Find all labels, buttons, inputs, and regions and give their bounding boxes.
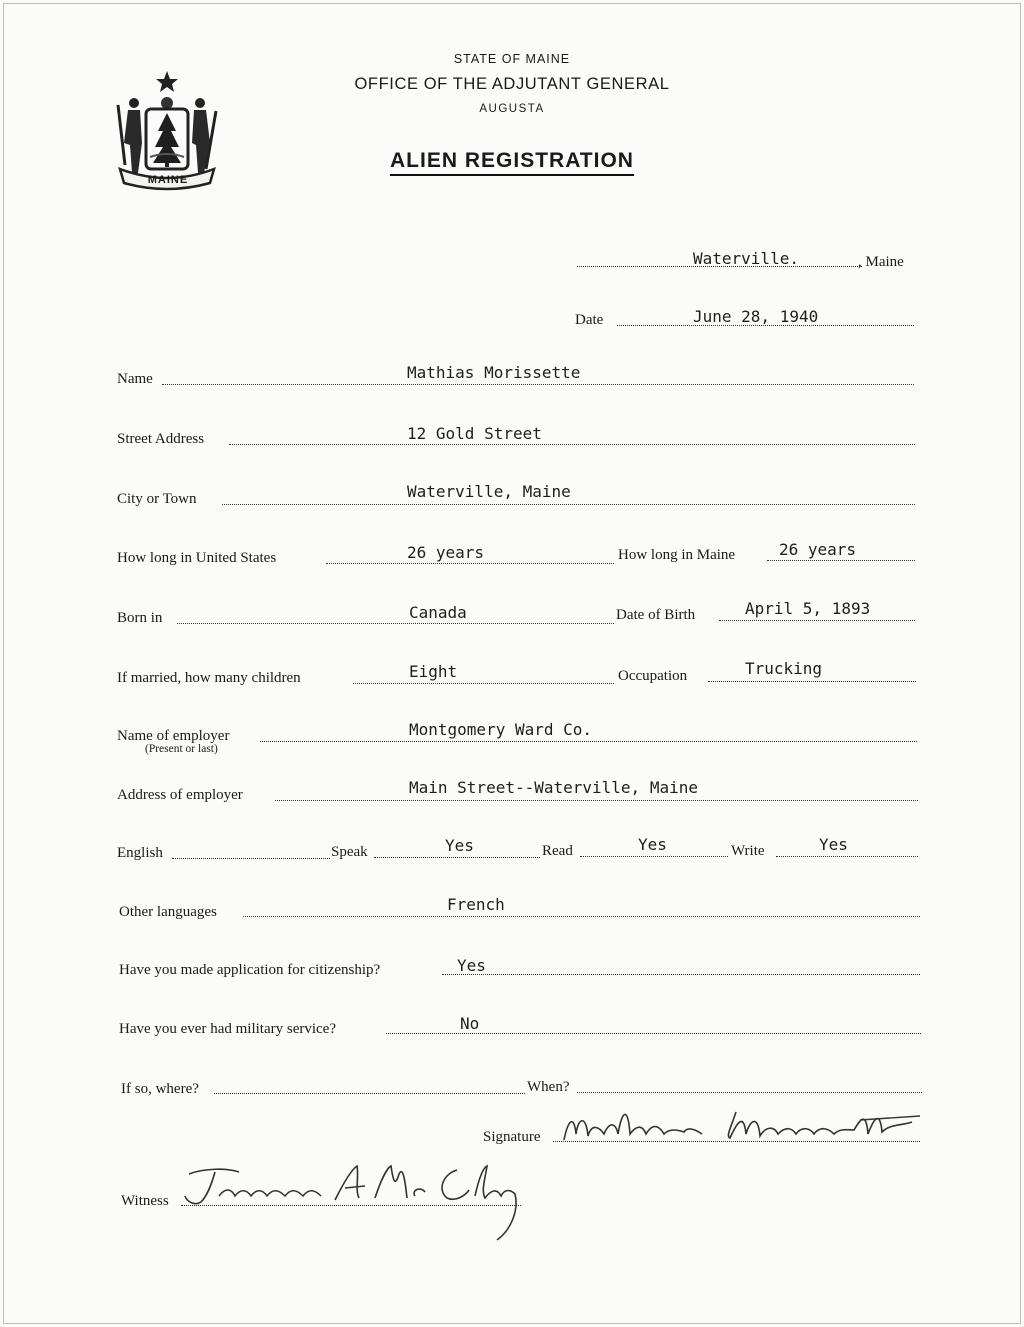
city-label: City or Town — [117, 491, 197, 507]
city-line — [222, 504, 915, 505]
date-value: June 28, 1940 — [693, 307, 819, 326]
occupation-label: Occupation — [618, 668, 688, 684]
read-line — [580, 856, 728, 857]
english-label: English — [117, 845, 163, 861]
military-label: Have you ever had military service? — [119, 1021, 336, 1037]
write-label: Write — [731, 843, 765, 859]
city-value: Waterville, Maine — [407, 482, 571, 501]
street-address-value: 12 Gold Street — [407, 424, 542, 443]
children-line — [353, 683, 614, 684]
children-label: If married, how many children — [117, 670, 301, 686]
employer-label: Name of employer — [117, 728, 230, 744]
other-languages-label: Other languages — [119, 904, 217, 920]
header-office: OFFICE OF THE ADJUTANT GENERAL — [354, 75, 670, 93]
military-value: No — [460, 1014, 480, 1033]
citizenship-label: Have you made application for citizenship? — [119, 962, 381, 978]
date-of-birth-line — [719, 620, 915, 621]
citizenship-value: Yes — [457, 956, 486, 975]
years-us-value: 26 years — [407, 543, 485, 562]
name-value: Mathias Morissette — [407, 363, 581, 382]
signature-label: Signature — [483, 1129, 541, 1145]
speak-label: Speak — [331, 844, 368, 860]
date-label: Date — [575, 312, 604, 328]
other-languages-value: French — [447, 895, 505, 914]
read-label: Read — [542, 843, 573, 859]
children-value: Eight — [409, 662, 458, 681]
write-line — [776, 856, 918, 857]
form-title-text: ALIEN REGISTRATION — [390, 149, 634, 176]
other-languages-line — [243, 916, 920, 917]
header-city: AUGUSTA — [479, 103, 545, 115]
when-line — [577, 1092, 922, 1093]
when-label: When? — [527, 1079, 570, 1095]
header-state: STATE OF MAINE — [453, 52, 571, 66]
read-value: Yes — [638, 835, 667, 854]
years-us-label: How long in United States — [117, 550, 277, 566]
if-so-where-line — [214, 1093, 525, 1094]
signature-handwriting — [560, 1100, 930, 1150]
born-in-value: Canada — [409, 603, 467, 622]
english-line — [172, 858, 330, 859]
write-value: Yes — [819, 835, 848, 854]
occupation-value: Trucking — [745, 659, 823, 678]
occupation-line — [708, 681, 916, 682]
speak-line — [374, 857, 540, 858]
seal-banner-text: MAINE — [147, 174, 189, 186]
employer-address-line — [275, 800, 918, 801]
witness-label: Witness — [121, 1193, 169, 1209]
witness-handwriting — [175, 1160, 535, 1245]
street-address-label: Street Address — [117, 431, 205, 447]
employer-address-label: Address of employer — [117, 787, 243, 803]
employer-value: Montgomery Ward Co. — [409, 720, 593, 739]
employer-line — [260, 741, 917, 742]
years-us-line — [326, 563, 614, 564]
if-so-where-label: If so, where? — [121, 1081, 199, 1097]
citizenship-line — [442, 974, 920, 975]
date-of-birth-value: April 5, 1893 — [745, 599, 871, 618]
date-of-birth-label: Date of Birth — [616, 607, 696, 623]
born-in-label: Born in — [117, 610, 163, 626]
name-line — [162, 384, 914, 385]
years-maine-label: How long in Maine — [618, 547, 736, 563]
born-in-line — [177, 623, 614, 624]
street-address-line — [229, 444, 915, 445]
years-maine-value: 26 years — [779, 540, 857, 559]
place-value: Waterville. — [693, 249, 799, 268]
military-line — [386, 1033, 921, 1034]
employer-sublabel: (Present or last) — [145, 743, 218, 755]
years-maine-line — [767, 560, 915, 561]
employer-address-value: Main Street--Waterville, Maine — [409, 778, 698, 797]
name-label: Name — [117, 371, 153, 387]
place-suffix: , Maine — [858, 254, 904, 270]
speak-value: Yes — [445, 836, 474, 855]
form-title — [0, 149, 1024, 173]
